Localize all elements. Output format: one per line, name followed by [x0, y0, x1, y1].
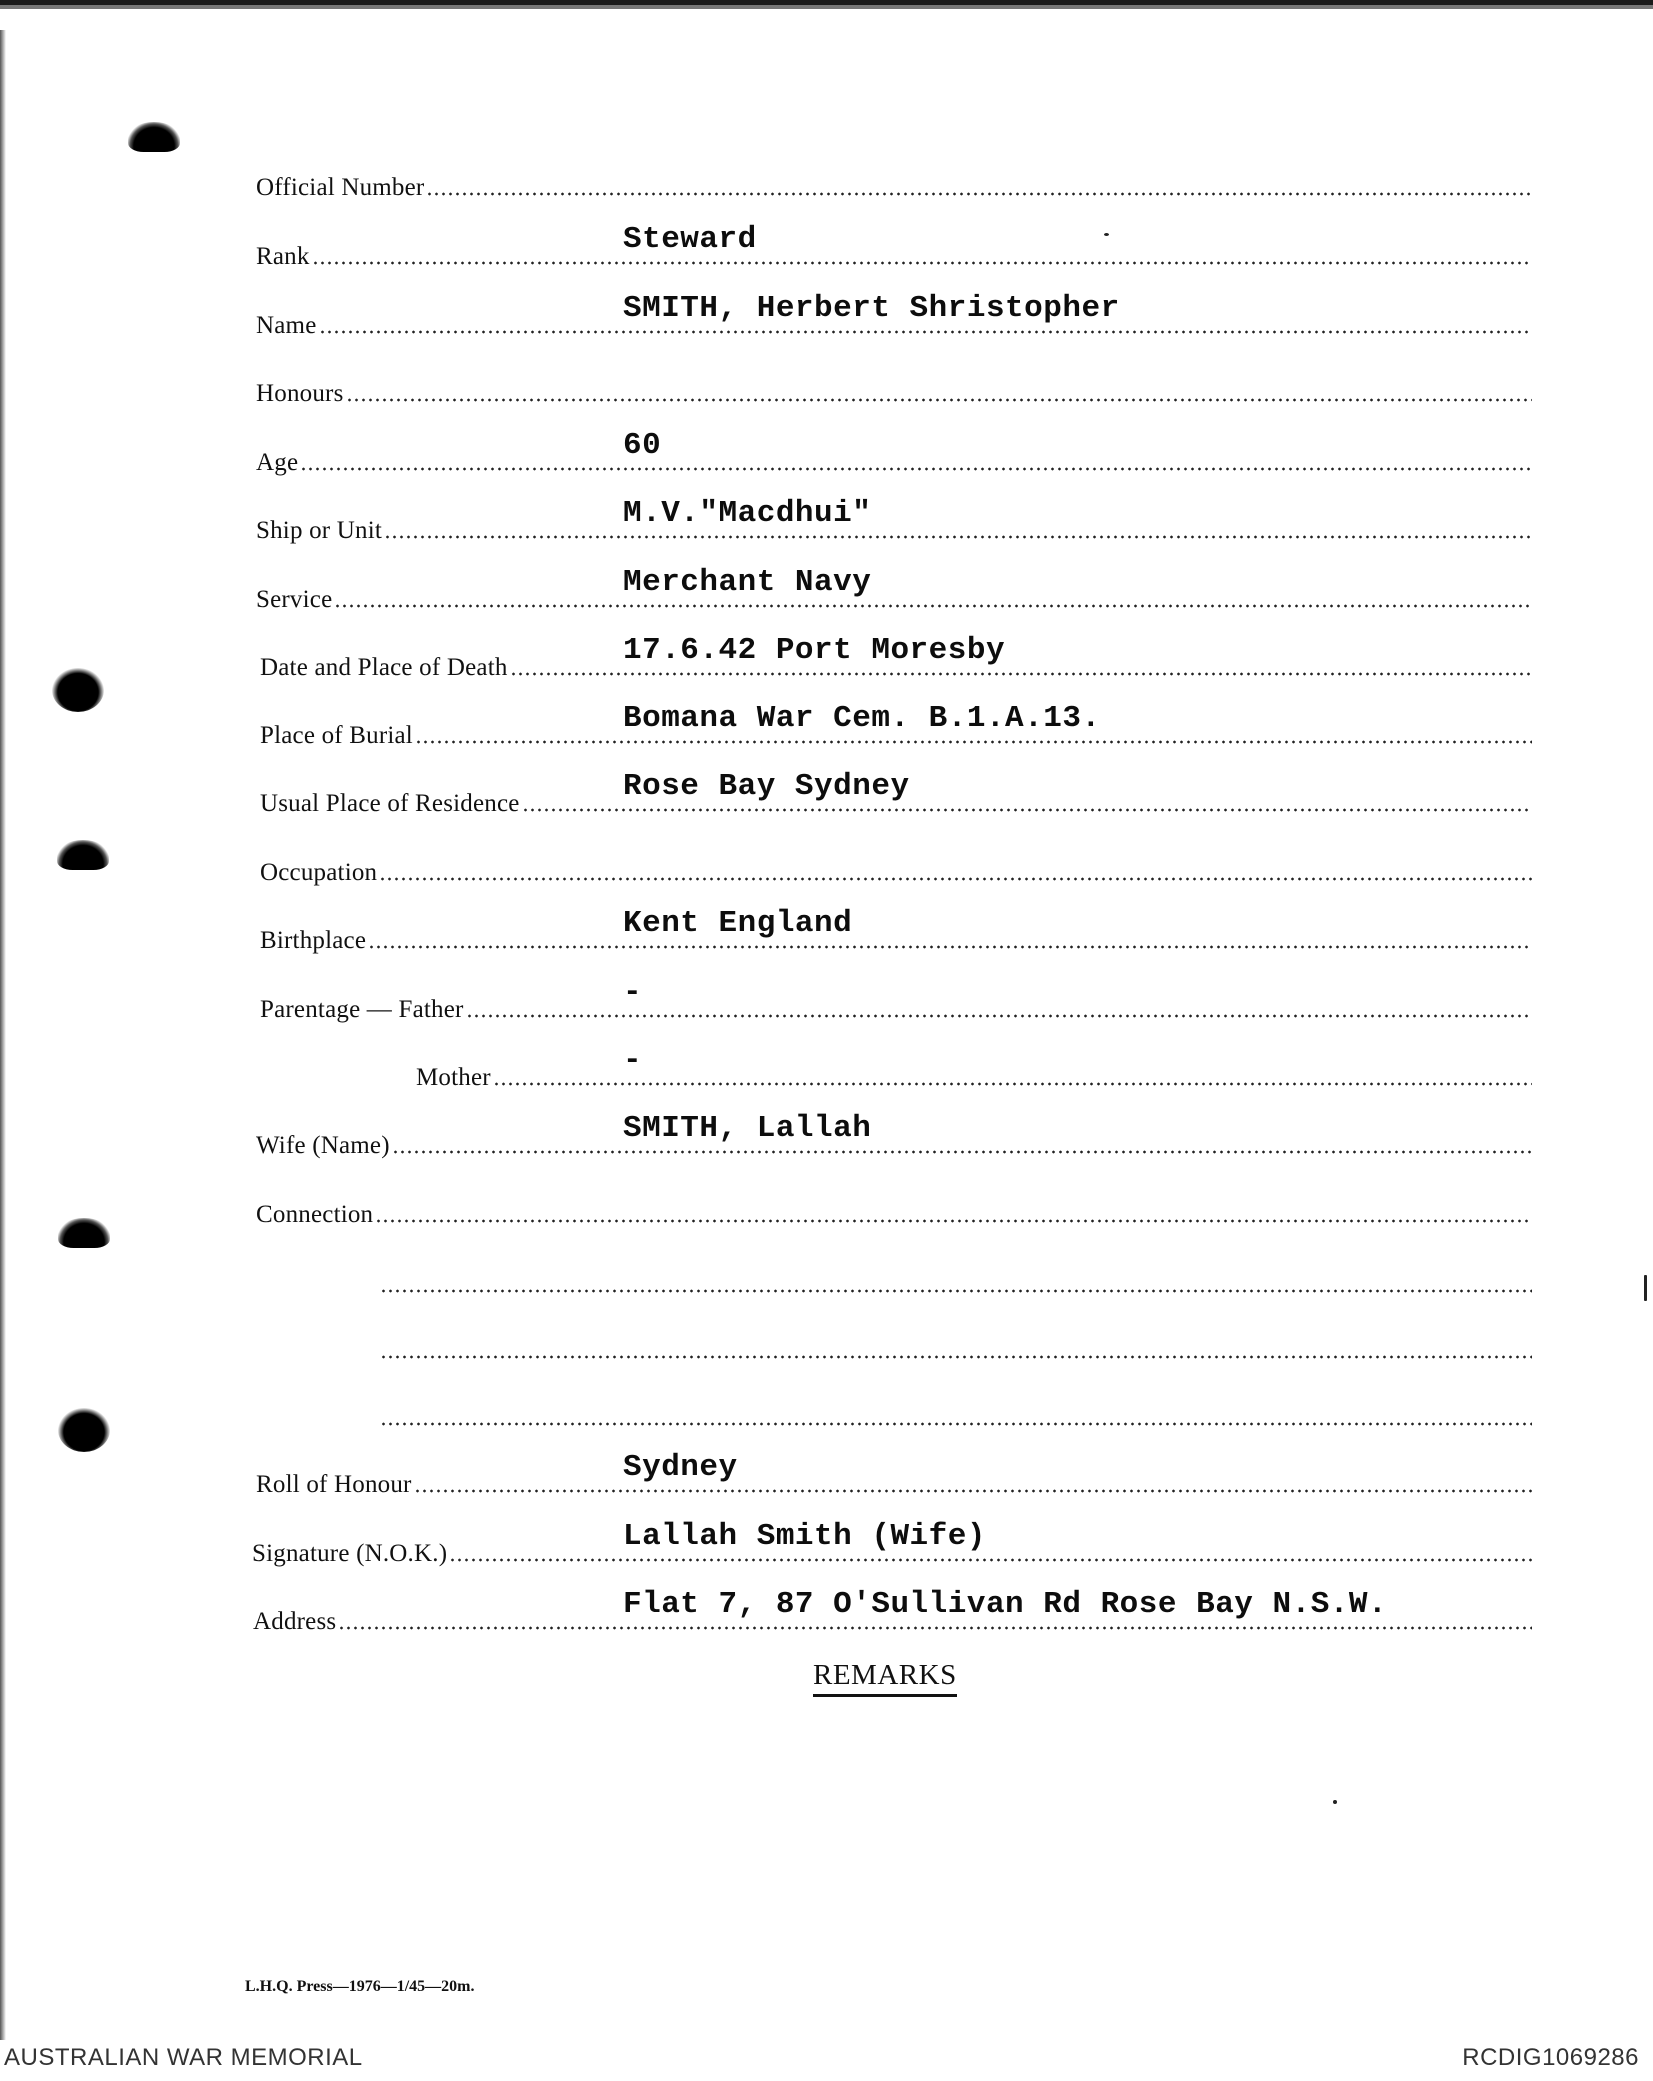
field-row [0, 1437, 1653, 1507]
field-value: SMITH, Lallah [623, 1111, 872, 1146]
field-label: Address [253, 1608, 337, 1635]
field-row [0, 278, 1653, 348]
field-row [0, 825, 1653, 895]
dotted-line [384, 535, 1532, 539]
printer-imprint: L.H.Q. Press—1976—1/45—20m. [245, 1978, 475, 1995]
field-label: Mother [416, 1064, 491, 1091]
scan-speck [1333, 1800, 1337, 1804]
field-row [0, 140, 1653, 210]
field-value: - [623, 975, 643, 1010]
dotted-line [392, 1150, 1532, 1154]
field-value: Sydney [623, 1450, 738, 1485]
archive-name: AUSTRALIAN WAR MEMORIAL [4, 2044, 363, 2071]
field-value: Lallah Smith (Wife) [623, 1519, 986, 1554]
dotted-line [312, 261, 1532, 265]
field-row [0, 552, 1653, 622]
dotted-line [379, 877, 1532, 881]
dotted-line [368, 945, 1532, 949]
field-label: Place of Burial [260, 722, 413, 749]
archive-reference: RCDIG1069286 [1462, 2044, 1639, 2071]
field-row [0, 346, 1653, 416]
field-value: 17.6.42 Port Moresby [623, 633, 1006, 668]
field-value: Rose Bay Sydney [623, 769, 910, 804]
field-label: Service [256, 586, 333, 613]
field-label: Connection [256, 1201, 374, 1228]
field-label: Occupation [260, 859, 378, 886]
dotted-line [380, 1289, 1532, 1293]
field-value: Flat 7, 87 O'Sullivan Rd Rose Bay N.S.W. [623, 1587, 1388, 1622]
field-label: Wife (Name) [256, 1132, 390, 1159]
field-value: Merchant Navy [623, 565, 872, 600]
dotted-line [334, 604, 1532, 608]
field-row [0, 1237, 1653, 1307]
dotted-line [380, 1422, 1532, 1426]
scan-top-edge [0, 0, 1653, 30]
field-label: Signature (N.O.K.) [252, 1540, 448, 1567]
field-label: Date and Place of Death [260, 654, 508, 681]
field-row [0, 1574, 1653, 1644]
field-row [0, 483, 1653, 553]
dotted-line [375, 1219, 1532, 1223]
field-label: Honours [256, 380, 344, 407]
dotted-line [415, 740, 1532, 744]
field-label: Rank [256, 243, 310, 270]
dotted-line [338, 1626, 1532, 1630]
field-label: Birthplace [260, 927, 367, 954]
dotted-line [300, 467, 1532, 471]
field-value: - [623, 1043, 643, 1078]
field-label: Name [256, 312, 317, 339]
field-label: Official Number [256, 174, 425, 201]
dotted-line [510, 672, 1532, 676]
field-label: Roll of Honour [256, 1471, 412, 1498]
field-value: Steward [623, 222, 757, 257]
field-row [0, 756, 1653, 826]
dotted-line [380, 1355, 1532, 1359]
field-row [0, 893, 1653, 963]
field-row [0, 1030, 1653, 1100]
field-row [0, 1506, 1653, 1576]
dotted-line [346, 398, 1532, 402]
field-value: M.V."Macdhui" [623, 496, 872, 531]
dotted-line [493, 1082, 1532, 1086]
field-label: Ship or Unit [256, 517, 383, 544]
field-label: Parentage — Father [260, 996, 464, 1023]
dotted-line [466, 1014, 1532, 1018]
field-row [0, 1098, 1653, 1168]
field-row [0, 1370, 1653, 1440]
field-value: Bomana War Cem. B.1.A.13. [623, 701, 1101, 736]
field-value: Kent England [623, 906, 853, 941]
field-row [0, 620, 1653, 690]
field-value: SMITH, Herbert Shristopher [623, 291, 1120, 326]
field-row [0, 1303, 1653, 1373]
field-row [0, 688, 1653, 758]
field-row [0, 1167, 1653, 1237]
dotted-line [414, 1489, 1532, 1493]
field-label: Age [256, 449, 299, 476]
field-row [0, 415, 1653, 485]
dotted-line [319, 330, 1532, 334]
dotted-line [449, 1558, 1532, 1562]
field-row [0, 209, 1653, 279]
remarks-heading: REMARKS [813, 1659, 957, 1697]
field-row [0, 962, 1653, 1032]
field-label: Usual Place of Residence [260, 790, 520, 817]
dotted-line [426, 192, 1532, 196]
dotted-line [522, 808, 1532, 812]
field-value: 60 [623, 428, 662, 463]
